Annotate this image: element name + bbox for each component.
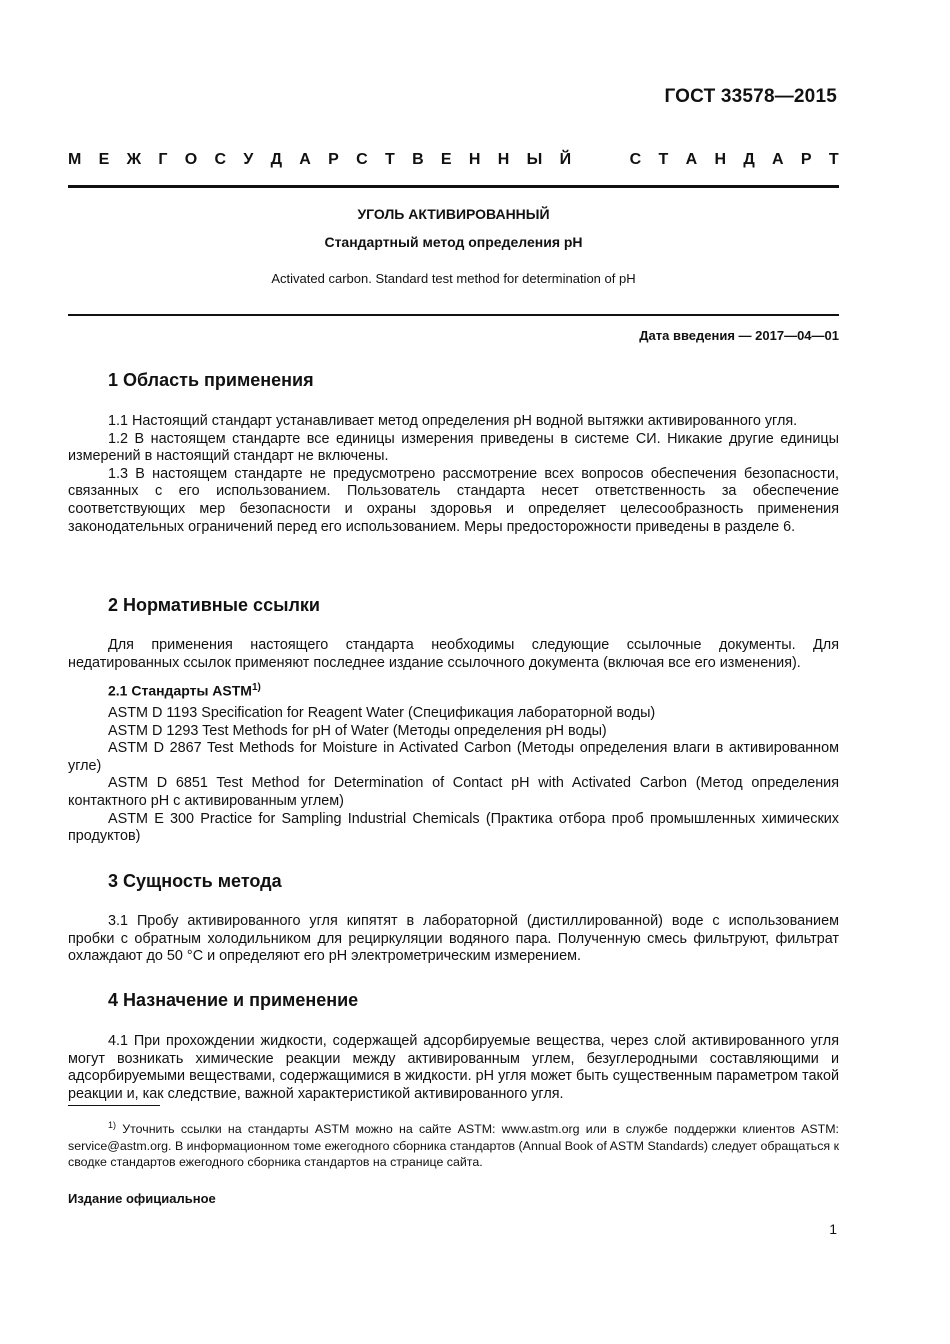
banner-letter: Д (743, 151, 755, 168)
banner-letter: А (772, 151, 784, 168)
banner-letter: А (299, 151, 311, 168)
banner-letter: Ж (126, 151, 142, 168)
section-3-heading: 3 Сущность метода (108, 871, 282, 891)
banner-letter: О (184, 151, 198, 168)
banner-letter: Т (384, 151, 395, 168)
banner-letter: Т (828, 151, 839, 168)
paragraph-1-1: 1.1 Настоящий стандарт устанавливает метод определения рН водной вытяжки активированного угля. (108, 413, 798, 429)
footnote-separator (68, 1105, 160, 1106)
banner-letter: Н (714, 151, 727, 168)
subsection-2-1-heading (108, 682, 261, 699)
interstate-standard-banner (68, 151, 839, 169)
footnote-marker: 1) (251, 682, 261, 693)
banner-letter: Р (800, 151, 812, 168)
introduction-date: Дата введения — 2017—04—01 (639, 328, 839, 343)
reference-item: ASTM E 300 Practice for Sampling Industrial Chemicals (Практика отбора проб промышленных химических продуктов) (68, 810, 839, 845)
footnote-paragraph (68, 1117, 839, 1171)
title-rule (68, 314, 839, 316)
banner-letter: У (243, 151, 254, 168)
english-title: Activated carbon. Standard test method for determination of pH (271, 271, 636, 286)
section-2-intro (68, 637, 839, 672)
banner-letter: Р (328, 151, 339, 168)
official-edition-label: Издание официальное (68, 1191, 216, 1206)
document-title: УГОЛЬ АКТИВИРОВАННЫЙ (357, 206, 550, 222)
banner-letter: С (214, 151, 227, 168)
header-rule (68, 185, 839, 188)
footnote (68, 1117, 839, 1171)
banner-letter: Д (270, 151, 282, 168)
banner-letter: М (68, 151, 82, 168)
page-number: 1 (829, 1221, 837, 1237)
banner-letter: Н (468, 151, 481, 168)
banner-letter: Е (98, 151, 110, 168)
section-4-heading: 4 Назначение и применение (108, 990, 359, 1010)
section-1-body (68, 413, 839, 536)
banner-letter: Н (497, 151, 510, 168)
banner-gap (588, 151, 612, 169)
section-3-body (68, 913, 839, 966)
paragraph-1-3: 1.3 В настоящем стандарте не предусмотрено рассмотрение всех вопросов обеспечения безопасности, связанных с его использованием. Пользователь стандарта несет ответственность за обеспечение соответствующих мер безопасности и охраны здоровья и определяет целесообразность применения законодательных ограничений перед его использованием. Меры предосторожности приведены в разделе 6. (68, 465, 839, 535)
footnote-text: Уточнить ссылки на стандарты ASTM можно на сайте ASTM: www.astm.org или в службе поддержки клиентов ASTM: service@astm.org. В информационном томе ежегодного сборника стандартов (Annual Book of ASTM Standards) следует обращаться к сводке стандартов ежегодного сборника стандартов на странице сайта. (68, 1122, 839, 1170)
paragraph-3-1: 3.1 Пробу активированного угля кипятят в лабораторной (дистиллированной) воде с использованием пробки с обратным холодильником для рециркуляции водяного пара. Полученную смесь фильтруют, фильтрат охлаждают до 50 °С и определяют его рН электрометрическим измерением. (68, 913, 839, 965)
subsection-2-1-text: 2.1 Стандарты ASTM (108, 682, 252, 699)
banner-letter: Ы (526, 151, 543, 168)
reference-item: ASTM D 1293 Test Methods for pH of Water (Методы определения рН воды) (108, 722, 607, 739)
astm-reference-list (68, 705, 839, 846)
reference-item: ASTM D 2867 Test Methods for Moisture in Activated Carbon (Методы определения влаги в активированном угле) (68, 740, 839, 774)
section-1-heading: 1 Область применения (108, 370, 314, 390)
reference-item: ASTM D 6851 Test Method for Determination of Contact pH with Activated Carbon (Метод определения контактного рН с активированным углем) (68, 775, 839, 809)
section-2-heading: 2 Нормативные ссылки (108, 595, 320, 615)
section-4-body (68, 1033, 839, 1103)
banner-letter: В (412, 151, 424, 168)
paragraph-1-2: 1.2 В настоящем стандарте все единицы измерения приведены в системе СИ. Никакие другие единицы измерений в настоящий стандарт не включены. (68, 430, 839, 465)
footnote-number: 1) (108, 1120, 117, 1130)
banner-letter: С (356, 151, 368, 168)
banner-letter: А (685, 151, 698, 168)
banner-letter: Т (658, 151, 669, 168)
banner-letter: С (629, 151, 642, 168)
gost-number: ГОСТ 33578—2015 (664, 86, 837, 107)
document-subtitle: Стандартный метод определения рН (324, 234, 583, 250)
paragraph-4-1: 4.1 При прохождении жидкости, содержащей адсорбируемые вещества, через слой активированного угля могут возникать химические реакции между активированным углем, безуглеродными составляющими и адсорбируемыми веществами, содержащимися в жидкости. рН угля может быть существенным параметром такой реакции и, как следствие, важной характеристикой активированного угля. (68, 1033, 839, 1102)
banner-letter: Г (158, 151, 168, 168)
banner-letter: Й (559, 151, 572, 168)
reference-item: ASTM D 1193 Specification for Reagent Water (Спецификация лабораторной воды) (108, 705, 656, 721)
paragraph-2: Для применения настоящего стандарта необходимы следующие ссылочные документы. Для недатированных ссылок применяют последнее издание ссылочного документа (включая все его изменения). (68, 637, 839, 671)
banner-letter: Е (440, 151, 452, 168)
